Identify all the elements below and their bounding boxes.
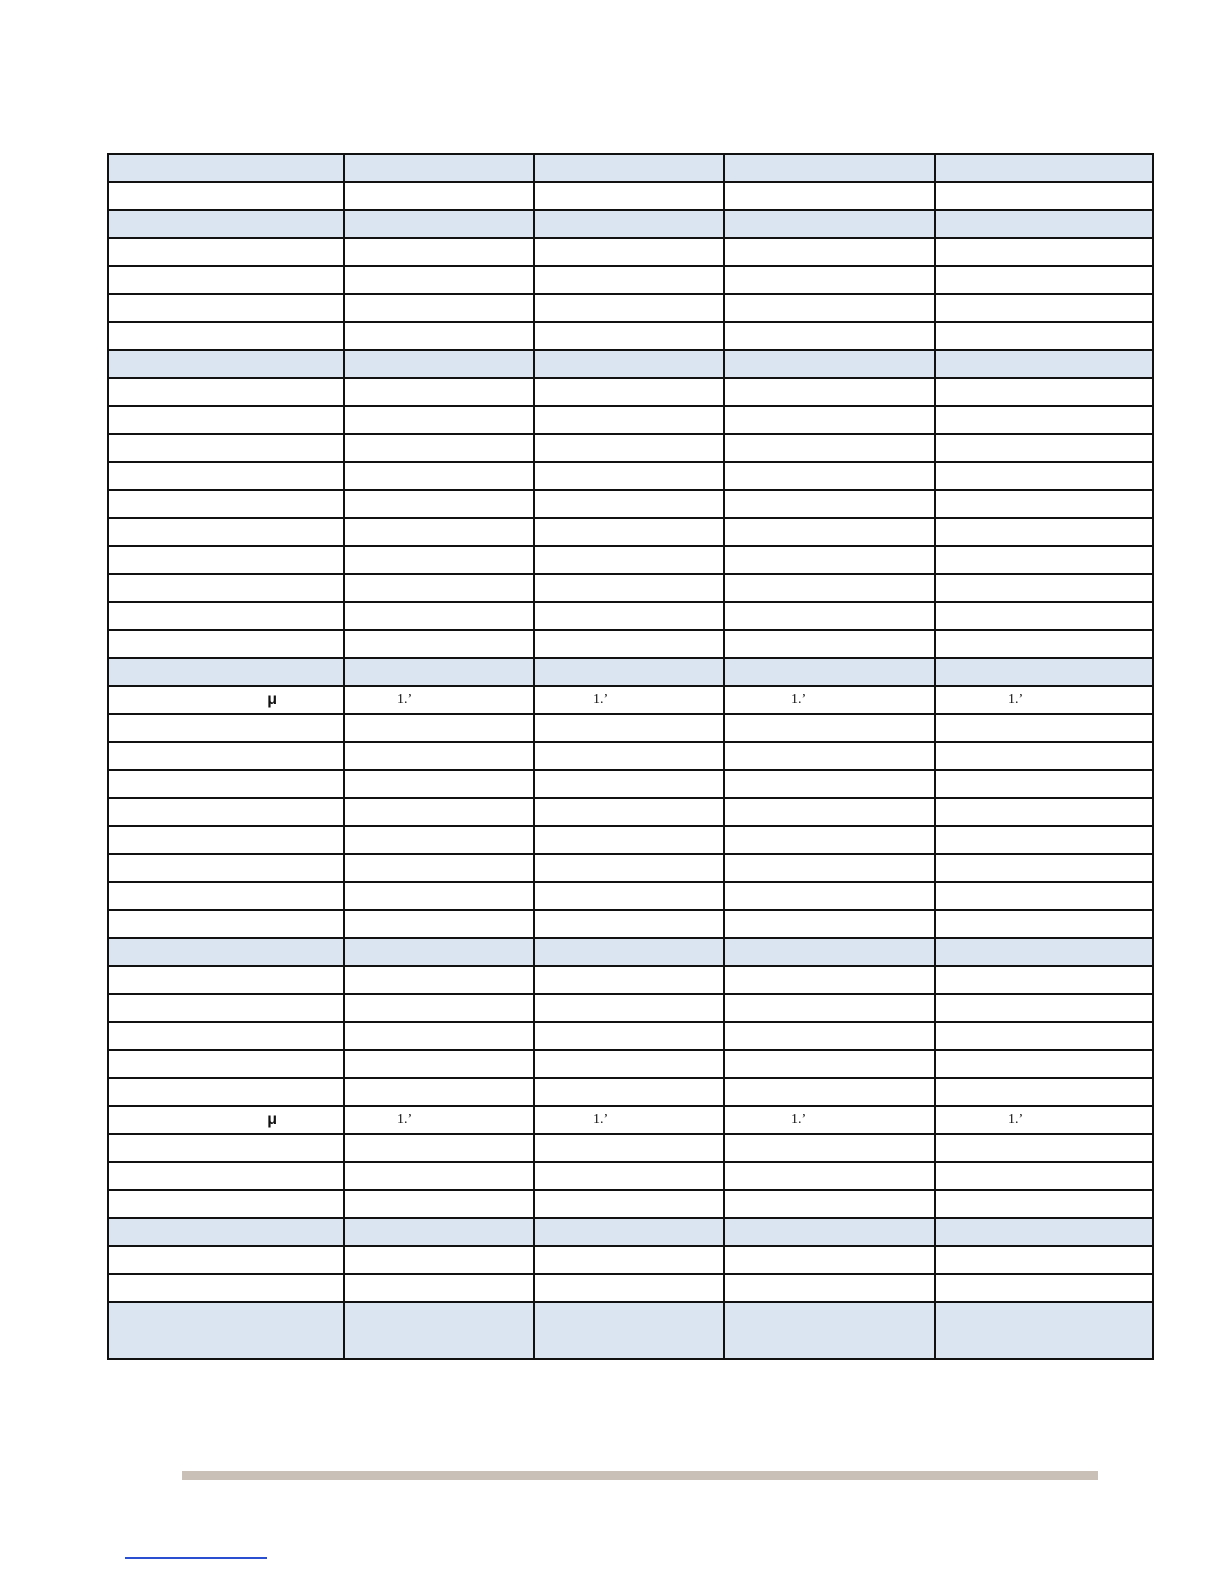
value-cell <box>724 938 935 966</box>
section-header-row <box>108 350 1153 378</box>
value-cell <box>534 1218 724 1246</box>
value-cell <box>724 742 935 770</box>
row-label-cell <box>108 182 344 210</box>
value-cell <box>534 630 724 658</box>
value-cell <box>534 266 724 294</box>
row-label-cell <box>108 966 344 994</box>
value-cell: 1.’ <box>724 686 935 714</box>
value-cell: 1.’ <box>935 1106 1153 1134</box>
table-row <box>108 182 1153 210</box>
value-cell <box>724 882 935 910</box>
table-row <box>108 434 1153 462</box>
footer-link-underline[interactable] <box>125 1557 267 1559</box>
value-cell <box>534 1078 724 1106</box>
value-cell <box>724 546 935 574</box>
value-cell <box>534 434 724 462</box>
value-cell <box>935 1162 1153 1190</box>
row-label-cell <box>108 714 344 742</box>
value-cell <box>344 1162 534 1190</box>
value-cell <box>344 798 534 826</box>
row-label-cell <box>108 1078 344 1106</box>
value-cell <box>935 714 1153 742</box>
row-label-cell <box>108 490 344 518</box>
value-cell <box>534 490 724 518</box>
row-label-cell <box>108 462 344 490</box>
value-cell <box>935 518 1153 546</box>
value-cell <box>344 1050 534 1078</box>
table-row <box>108 686 1153 714</box>
row-label-cell <box>108 854 344 882</box>
value-cell <box>935 294 1153 322</box>
value-cell <box>534 238 724 266</box>
table-row <box>108 1050 1153 1078</box>
value-cell <box>534 1134 724 1162</box>
table-row <box>108 462 1153 490</box>
value-cell <box>724 854 935 882</box>
value-cell <box>534 350 724 378</box>
table-row <box>108 1022 1153 1050</box>
value-cell <box>344 238 534 266</box>
table-row <box>108 294 1153 322</box>
value-cell <box>534 714 724 742</box>
value-cell <box>344 770 534 798</box>
row-label-cell <box>108 1134 344 1162</box>
value-cell <box>344 1190 534 1218</box>
table-row <box>108 854 1153 882</box>
value-cell <box>724 714 935 742</box>
table-row <box>108 322 1153 350</box>
row-label-cell <box>108 1162 344 1190</box>
row-label-cell <box>108 826 344 854</box>
table-row <box>108 602 1153 630</box>
table-row <box>108 966 1153 994</box>
section-header-row <box>108 1218 1153 1246</box>
value-cell <box>344 1274 534 1302</box>
row-label-cell <box>108 574 344 602</box>
value-cell <box>534 882 724 910</box>
value-cell <box>724 182 935 210</box>
value-cell <box>724 266 935 294</box>
value-cell <box>344 1302 534 1359</box>
value-cell <box>935 378 1153 406</box>
value-cell <box>724 434 935 462</box>
value-cell <box>724 1274 935 1302</box>
value-cell <box>935 1302 1153 1359</box>
row-label-cell <box>108 1022 344 1050</box>
value-cell <box>935 1078 1153 1106</box>
value-cell <box>534 462 724 490</box>
value-cell <box>534 210 724 238</box>
row-label-cell <box>108 938 344 966</box>
value-cell <box>534 378 724 406</box>
section-header-row <box>108 210 1153 238</box>
row-label-cell: μ <box>108 1106 344 1134</box>
value-cell <box>534 1274 724 1302</box>
row-label-cell <box>108 238 344 266</box>
value-cell <box>534 1246 724 1274</box>
spec-table <box>107 153 1154 1360</box>
value-cell <box>935 266 1153 294</box>
value-cell <box>344 630 534 658</box>
value-cell <box>724 994 935 1022</box>
value-cell <box>724 1022 935 1050</box>
value-cell <box>534 854 724 882</box>
value-cell <box>935 434 1153 462</box>
value-cell <box>935 406 1153 434</box>
value-cell <box>724 1246 935 1274</box>
value-cell <box>935 154 1153 182</box>
value-cell <box>344 938 534 966</box>
value-cell <box>344 490 534 518</box>
value-cell <box>724 350 935 378</box>
row-label-cell <box>108 266 344 294</box>
value-cell <box>534 546 724 574</box>
value-cell <box>724 154 935 182</box>
value-cell: 1.’ <box>935 686 1153 714</box>
value-cell <box>935 742 1153 770</box>
value-cell <box>724 630 935 658</box>
value-cell <box>534 1190 724 1218</box>
value-cell: 1.’ <box>534 686 724 714</box>
value-cell <box>344 966 534 994</box>
table-row <box>108 1246 1153 1274</box>
value-cell <box>724 406 935 434</box>
value-cell <box>724 1190 935 1218</box>
value-cell: 1.’ <box>724 1106 935 1134</box>
value-cell <box>935 574 1153 602</box>
value-cell: 1.’ <box>344 686 534 714</box>
value-cell <box>724 1302 935 1359</box>
value-cell <box>534 966 724 994</box>
value-cell <box>724 462 935 490</box>
value-cell <box>344 462 534 490</box>
value-cell <box>724 378 935 406</box>
value-cell <box>534 742 724 770</box>
value-cell <box>534 1022 724 1050</box>
table-row <box>108 378 1153 406</box>
row-label-cell <box>108 518 344 546</box>
value-cell <box>344 434 534 462</box>
table-row <box>108 630 1153 658</box>
value-cell <box>344 1218 534 1246</box>
table-row <box>108 490 1153 518</box>
value-cell <box>935 826 1153 854</box>
row-label-cell <box>108 742 344 770</box>
value-cell <box>724 518 935 546</box>
value-cell <box>935 1246 1153 1274</box>
value-cell <box>534 406 724 434</box>
value-cell <box>935 322 1153 350</box>
value-cell <box>344 210 534 238</box>
value-cell <box>724 826 935 854</box>
value-cell <box>534 798 724 826</box>
value-cell <box>344 602 534 630</box>
value-cell <box>935 798 1153 826</box>
table-row <box>108 1162 1153 1190</box>
table-row <box>108 1106 1153 1134</box>
row-label-cell <box>108 1274 344 1302</box>
value-cell <box>724 966 935 994</box>
value-cell <box>724 602 935 630</box>
value-cell <box>534 1302 724 1359</box>
row-label-cell <box>108 770 344 798</box>
value-cell <box>534 518 724 546</box>
section-header-row <box>108 938 1153 966</box>
value-cell <box>935 490 1153 518</box>
value-cell <box>935 770 1153 798</box>
value-cell <box>935 546 1153 574</box>
value-cell <box>344 294 534 322</box>
row-label-cell <box>108 154 344 182</box>
value-cell <box>534 770 724 798</box>
value-cell <box>724 1218 935 1246</box>
value-cell <box>935 910 1153 938</box>
row-label-cell <box>108 1190 344 1218</box>
value-cell <box>935 1274 1153 1302</box>
row-label-cell <box>108 630 344 658</box>
table-row <box>108 518 1153 546</box>
value-cell <box>344 1078 534 1106</box>
value-cell <box>344 994 534 1022</box>
table-row <box>108 266 1153 294</box>
row-label-cell <box>108 350 344 378</box>
row-label-cell <box>108 994 344 1022</box>
value-cell <box>344 826 534 854</box>
value-cell <box>724 1078 935 1106</box>
section-header-row <box>108 1302 1153 1359</box>
value-cell <box>344 854 534 882</box>
value-cell <box>344 1134 534 1162</box>
value-cell <box>534 994 724 1022</box>
value-cell <box>344 882 534 910</box>
table-row <box>108 798 1153 826</box>
value-cell <box>935 1022 1153 1050</box>
value-cell <box>724 294 935 322</box>
table-row <box>108 882 1153 910</box>
value-cell <box>935 1134 1153 1162</box>
row-label-cell <box>108 322 344 350</box>
section-header-row <box>108 154 1153 182</box>
value-cell <box>724 1050 935 1078</box>
value-cell <box>344 322 534 350</box>
table-row <box>108 770 1153 798</box>
value-cell <box>935 658 1153 686</box>
table-row <box>108 238 1153 266</box>
row-label-cell <box>108 658 344 686</box>
table-row <box>108 1190 1153 1218</box>
value-cell <box>344 910 534 938</box>
value-cell <box>935 462 1153 490</box>
value-cell <box>344 266 534 294</box>
value-cell <box>935 1218 1153 1246</box>
row-label-cell <box>108 210 344 238</box>
value-cell <box>724 658 935 686</box>
value-cell <box>534 602 724 630</box>
value-cell <box>935 182 1153 210</box>
value-cell <box>534 910 724 938</box>
value-cell <box>935 1050 1153 1078</box>
value-cell <box>935 994 1153 1022</box>
value-cell <box>344 574 534 602</box>
value-cell <box>344 1246 534 1274</box>
row-label-cell <box>108 546 344 574</box>
table-row <box>108 994 1153 1022</box>
value-cell <box>935 854 1153 882</box>
value-cell <box>724 910 935 938</box>
table-row <box>108 1274 1153 1302</box>
table-row <box>108 574 1153 602</box>
value-cell <box>534 322 724 350</box>
value-cell <box>344 350 534 378</box>
row-label-cell <box>108 406 344 434</box>
value-cell <box>935 966 1153 994</box>
row-label-cell <box>108 434 344 462</box>
value-cell <box>534 826 724 854</box>
value-cell <box>344 182 534 210</box>
value-cell <box>935 1190 1153 1218</box>
value-cell <box>724 770 935 798</box>
value-cell <box>534 574 724 602</box>
value-cell <box>534 294 724 322</box>
row-label-cell <box>108 882 344 910</box>
section-header-row <box>108 658 1153 686</box>
value-cell <box>534 154 724 182</box>
row-label-cell <box>108 798 344 826</box>
value-cell <box>724 1162 935 1190</box>
value-cell <box>534 938 724 966</box>
value-cell <box>935 602 1153 630</box>
value-cell <box>344 1022 534 1050</box>
table-row <box>108 714 1153 742</box>
value-cell <box>935 882 1153 910</box>
value-cell <box>935 238 1153 266</box>
table-row <box>108 406 1153 434</box>
value-cell <box>344 154 534 182</box>
value-cell <box>935 210 1153 238</box>
table-row <box>108 910 1153 938</box>
value-cell <box>724 490 935 518</box>
value-cell <box>724 798 935 826</box>
value-cell <box>344 714 534 742</box>
row-label-cell <box>108 1246 344 1274</box>
value-cell <box>534 1050 724 1078</box>
row-label-cell <box>108 378 344 406</box>
row-label-cell: μ <box>108 686 344 714</box>
table-row <box>108 1134 1153 1162</box>
footer-divider <box>182 1471 1098 1480</box>
value-cell <box>724 322 935 350</box>
row-label-cell <box>108 602 344 630</box>
value-cell <box>534 658 724 686</box>
value-cell <box>935 630 1153 658</box>
value-cell <box>935 938 1153 966</box>
row-label-cell <box>108 1302 344 1359</box>
row-label-cell <box>108 294 344 322</box>
value-cell: 1.’ <box>344 1106 534 1134</box>
value-cell <box>724 1134 935 1162</box>
value-cell <box>534 1162 724 1190</box>
value-cell <box>935 350 1153 378</box>
table-row <box>108 826 1153 854</box>
value-cell: 1.’ <box>534 1106 724 1134</box>
value-cell <box>344 546 534 574</box>
row-label-cell <box>108 1218 344 1246</box>
value-cell <box>724 210 935 238</box>
value-cell <box>344 742 534 770</box>
value-cell <box>724 238 935 266</box>
value-cell <box>344 378 534 406</box>
row-label-cell <box>108 910 344 938</box>
value-cell <box>724 574 935 602</box>
value-cell <box>534 182 724 210</box>
value-cell <box>344 406 534 434</box>
row-label-cell <box>108 1050 344 1078</box>
table-row <box>108 1078 1153 1106</box>
spec-table-body <box>108 154 1153 1359</box>
table-row <box>108 546 1153 574</box>
table-row <box>108 742 1153 770</box>
value-cell <box>344 658 534 686</box>
value-cell <box>344 518 534 546</box>
